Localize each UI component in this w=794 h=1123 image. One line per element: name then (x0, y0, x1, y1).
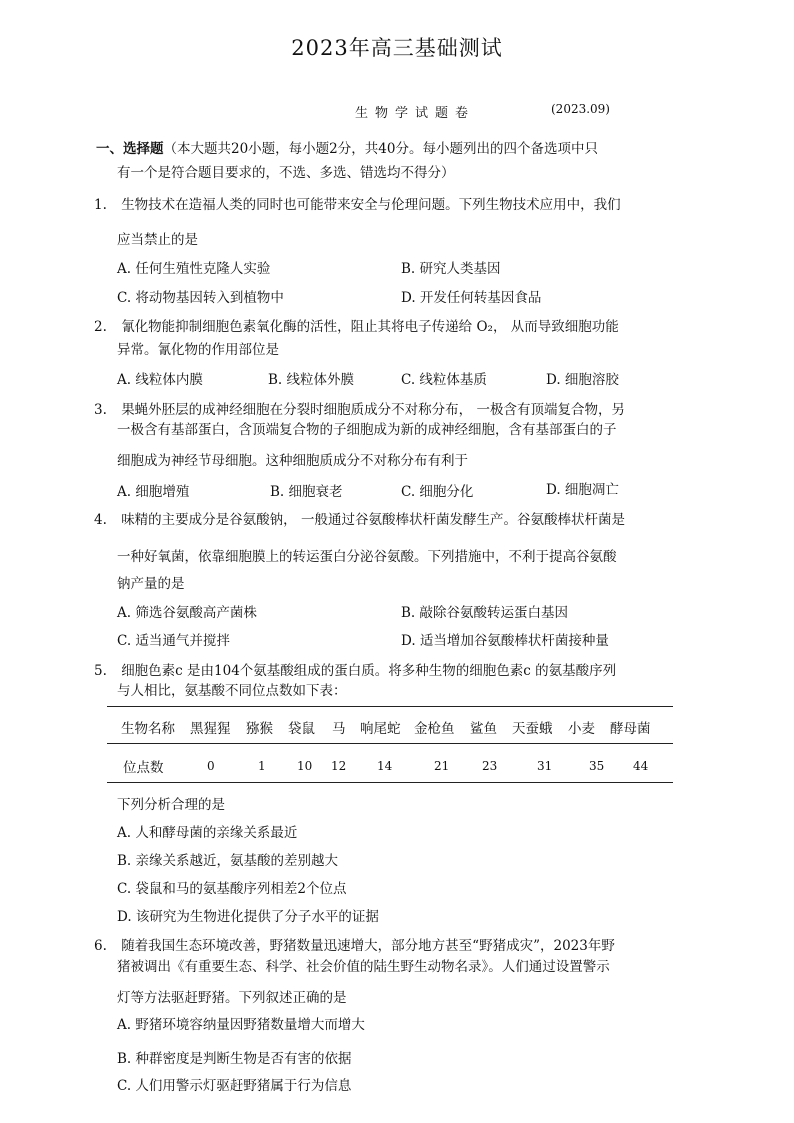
table-cell: 23 (482, 759, 498, 773)
option-c: C. 细胞分化 (401, 484, 474, 500)
question-text-cont: 一种好氧菌，依靠细胞膜上的转运蛋白分泌谷氨酸。下列措施中，不利于提高谷氨酸 (117, 549, 617, 565)
table-header-cell: 天蚕蛾 (512, 721, 553, 737)
option-c: C. 人们用警示灯驱赶野猪属于行为信息 (117, 1078, 352, 1094)
question-text-cont: 猪被调出《有重要生态、科学、社会价值的陆生野生动物名录》。人们通过设置警示 (117, 959, 610, 975)
option-b: B. 种群密度是判断生物是否有害的依据 (117, 1051, 352, 1067)
question-1 (94, 193, 621, 213)
table-cell: 44 (633, 759, 649, 773)
question-text-cont: 应当禁止的是 (117, 232, 198, 248)
option-c: C. 袋鼠和马的氨基酸序列相差2个位点 (117, 881, 347, 897)
table-header-cell: 袋鼠 (288, 721, 315, 737)
page-title: 2023年高三基础测试 (291, 36, 503, 60)
question-text-cont: 异常。氰化物的作用部位是 (117, 342, 279, 358)
table-row-label: 位点数 (123, 760, 164, 776)
table-cell: 14 (377, 759, 393, 773)
question-text-cont: 灯等方法驱赶野猪。下列叙述正确的是 (117, 990, 347, 1006)
question-text: 味精的主要成分是谷氨酸钠， 一般通过谷氨酸棒状杆菌发酵生产。谷氨酸棒状杆菌是 (121, 512, 625, 528)
exam-subtitle: 生物学试题卷 (355, 106, 476, 121)
table-cell: 35 (589, 759, 605, 773)
section-label: 一、选择题 (96, 141, 164, 157)
table-bottom-rule (107, 782, 673, 783)
question-number: 4. (94, 512, 107, 528)
table-header-cell: 小麦 (568, 721, 595, 737)
option-a: A. 细胞增殖 (117, 484, 190, 500)
section-heading (96, 137, 598, 157)
question-number: 5. (94, 663, 107, 679)
option-b: B. 亲缘关系越近，氨基酸的差别越大 (117, 853, 339, 869)
question-4 (94, 508, 625, 528)
option-a: A. 任何生殖性克隆人实验 (117, 261, 271, 277)
question-2 (94, 315, 619, 335)
table-header-cell: 黑猩猩 (190, 721, 231, 737)
table-mid-rule (107, 743, 673, 744)
question-3 (94, 398, 625, 418)
question-text: 氰化物能抑制细胞色素氧化酶的活性，阻止其将电子传递给 O₂， 从而导致细胞功能 (121, 319, 619, 335)
table-header-cell: 响尾蛇 (360, 721, 401, 737)
exam-date: (2023.09) (551, 102, 610, 116)
question-text: 生物技术在造福人类的同时也可能带来安全与伦理问题。下列生物技术应用中，我们 (121, 197, 621, 213)
table-header-cell: 酵母菌 (610, 721, 651, 737)
option-d: D. 细胞凋亡 (546, 482, 619, 498)
question-text-cont: 与人相比，氨基酸不同位点数如下表： (117, 683, 347, 699)
option-a: A. 人和酵母菌的亲缘关系最近 (117, 825, 298, 841)
table-cell: 1 (258, 759, 266, 773)
question-text: 果蝇外胚层的成神经细胞在分裂时细胞质成分不对称分布， 一极含有顶端复合物，另 (121, 402, 625, 418)
question-number: 2. (94, 319, 107, 335)
question-text-cont: 一极含有基部蛋白，含顶端复合物的子细胞成为新的成神经细胞，含有基部蛋白的子 (117, 422, 617, 438)
option-b: B. 敲除谷氨酸转运蛋白基因 (401, 605, 569, 621)
question-text-cont: 钠产量的是 (117, 576, 185, 592)
option-c: C. 将动物基因转入到植物中 (117, 290, 284, 306)
option-d: D. 该研究为生物进化提供了分子水平的证据 (117, 909, 379, 925)
option-d: D. 开发任何转基因食品 (401, 290, 542, 306)
question-text-cont: 细胞成为神经节母细胞。这种细胞质成分不对称分布有利于 (117, 453, 468, 469)
table-header-cell: 猕猴 (246, 721, 273, 737)
table-header-cell: 鲨鱼 (470, 721, 497, 737)
section-description-cont: 有一个是符合题目要求的，不选、多选、错选均不得分） (117, 165, 455, 181)
question-6 (94, 934, 615, 954)
option-a: A. 野猪环境容纳量因野猪数量增大而增大 (117, 1017, 365, 1033)
option-b: B. 线粒体外膜 (268, 372, 355, 388)
option-a: A. 线粒体内膜 (117, 372, 203, 388)
question-stem: 下列分析合理的是 (117, 797, 225, 813)
option-b: B. 研究人类基因 (401, 261, 501, 277)
table-cell: 21 (434, 759, 450, 773)
table-header-cell: 马 (332, 721, 346, 737)
table-top-rule (107, 706, 673, 707)
question-number: 6. (94, 938, 107, 954)
table-cell: 0 (207, 759, 215, 773)
table-header-label: 生物名称 (121, 721, 175, 737)
option-c: C. 适当通气并搅拌 (117, 633, 230, 649)
question-5 (94, 659, 616, 679)
option-d: D. 细胞溶胶 (546, 372, 619, 388)
table-cell: 31 (537, 759, 553, 773)
question-text: 随着我国生态环境改善，野猪数量迅速增大，部分地方甚至“野猪成灾”，2023年野 (121, 938, 615, 954)
question-number: 3. (94, 402, 107, 418)
section-description: （本大题共20小题，每小题2分，共40分。每小题列出的四个备选项中只 (163, 141, 598, 157)
option-b: B. 细胞衰老 (270, 484, 343, 500)
option-c: C. 线粒体基质 (401, 372, 487, 388)
table-cell: 10 (297, 759, 313, 773)
option-d: D. 适当增加谷氨酸棒状杆菌接种量 (401, 633, 609, 649)
option-a: A. 筛选谷氨酸高产菌株 (117, 605, 257, 621)
table-header-cell: 金枪鱼 (414, 721, 455, 737)
question-number: 1. (94, 197, 107, 213)
table-cell: 12 (331, 759, 347, 773)
question-text: 细胞色素c 是由104个氨基酸组成的蛋白质。将多种生物的细胞色素c 的氨基酸序列 (121, 663, 617, 679)
